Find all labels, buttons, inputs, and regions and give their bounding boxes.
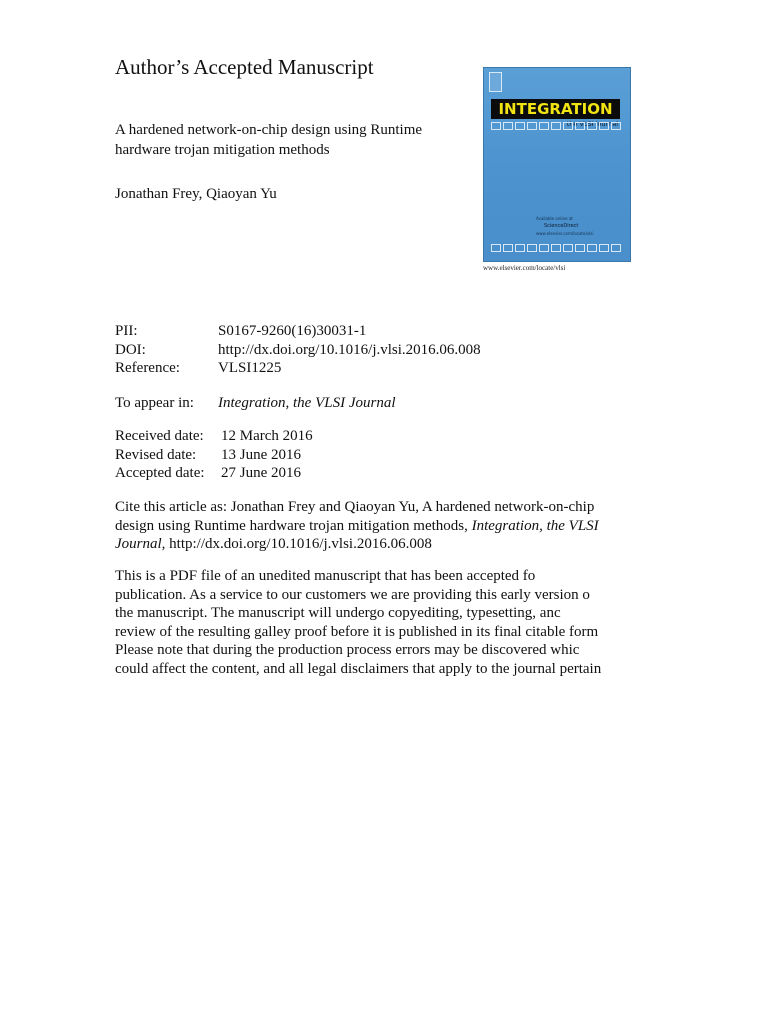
cover-box-row-bottom	[491, 244, 623, 252]
elsevier-logo-icon	[489, 72, 502, 92]
pii-value: S0167-9260(16)30031-1	[218, 323, 367, 339]
disclaimer-paragraph	[115, 567, 641, 678]
received-label: Received date:	[115, 428, 204, 444]
manuscript-heading: Author’s Accepted Manuscript	[115, 55, 374, 79]
disclaimer-line: This is a PDF file of an unedited manuscript that has been accepted fo	[115, 568, 536, 584]
pii-label: PII:	[115, 323, 138, 339]
cover-caption-url[interactable]: www.elsevier.com/locate/vlsi	[483, 264, 566, 272]
author-names: Jonathan Frey, Qiaoyan Yu	[115, 186, 277, 202]
citation-text: design using Runtime hardware trojan mitigation methods,	[115, 517, 472, 534]
cover-sciencedirect-logo: ScienceDirect	[544, 223, 579, 229]
cover-title-bar	[491, 99, 620, 119]
revised-date: 13 June 2016	[221, 446, 301, 463]
accepted-date: 27 June 2016	[221, 465, 301, 481]
citation-journal: Integration, the VLSI	[471, 517, 599, 534]
journal-name: Integration, the VLSI Journal	[218, 395, 396, 411]
cover-url-small: www.elsevier.com/locate/vlsi	[536, 231, 594, 236]
journal-cover-image	[483, 67, 631, 262]
cover-subtitle: the VLSI journal	[566, 120, 618, 128]
received-date: 12 March 2016	[221, 428, 313, 444]
citation-line: Cite this article as: Jonathan Frey and Qiaoyan Yu, A hardened network-on-chip	[115, 499, 595, 515]
citation-doi-link[interactable]: http://dx.doi.org/10.1016/j.vlsi.2016.06.008	[165, 536, 432, 552]
disclaimer-line: publication. As a service to our customers we are providing this early version o	[115, 586, 590, 603]
citation-paragraph	[115, 498, 641, 554]
doi-label: DOI:	[115, 341, 146, 358]
cover-available-text: Available online at	[536, 216, 573, 221]
citation-journal: Journal,	[115, 536, 166, 552]
citation-line	[115, 535, 641, 554]
appear-label: To appear in:	[115, 395, 194, 411]
article-title: A hardened network-on-chip design using Runtime hardware trojan mitigation methods	[115, 122, 423, 158]
disclaimer-line: Please note that during the production process errors may be discovered whic	[115, 642, 580, 658]
disclaimer-line: review of the resulting galley proof before it is published in its final citable form	[115, 623, 599, 640]
citation-line	[115, 517, 641, 536]
reference-value: VLSI1225	[218, 360, 282, 376]
doi-link[interactable]: http://dx.doi.org/10.1016/j.vlsi.2016.06.008	[218, 341, 481, 358]
cover-box-row-top	[491, 122, 623, 130]
disclaimer-line: could affect the content, and all legal disclaimers that apply to the journal pertain	[115, 660, 602, 677]
accepted-label: Accepted date:	[115, 465, 205, 481]
cover-journal-name: INTEGRATION	[498, 100, 613, 118]
reference-label: Reference:	[115, 360, 180, 376]
revised-label: Revised date:	[115, 446, 197, 463]
disclaimer-line: the manuscript. The manuscript will undergo copyediting, typesetting, anc	[115, 605, 561, 621]
